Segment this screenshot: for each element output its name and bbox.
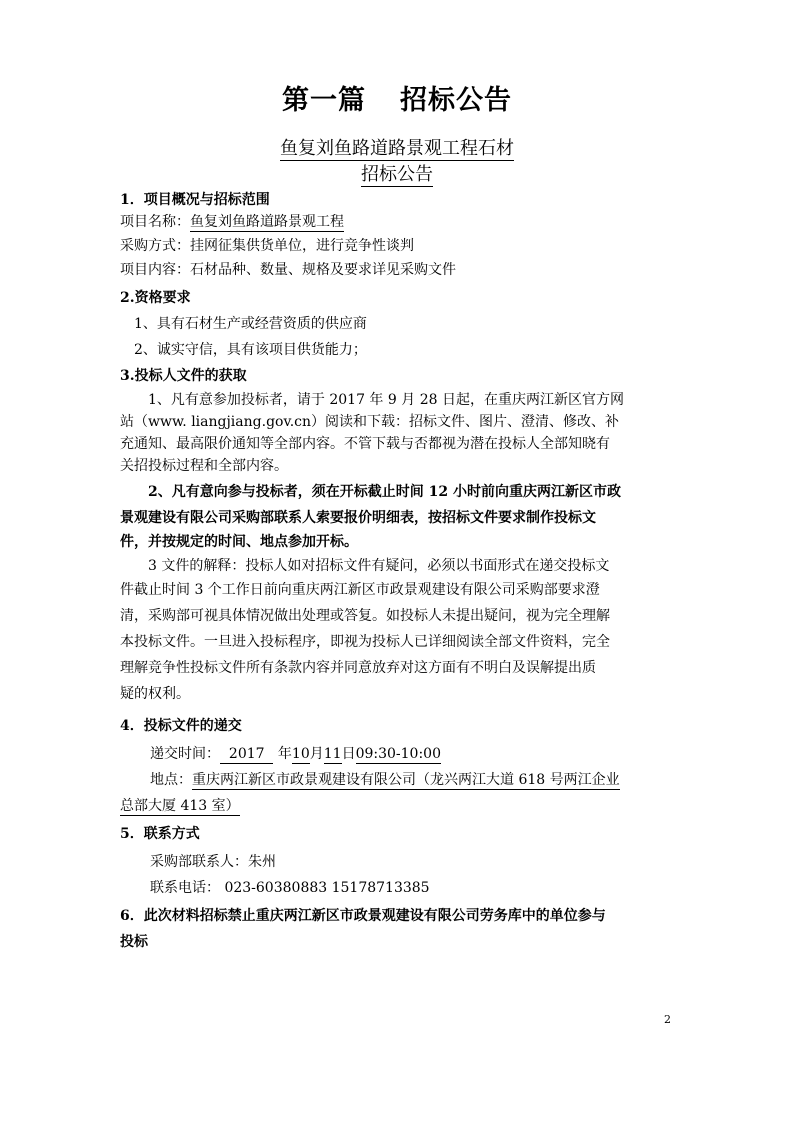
document-title — [0, 78, 794, 117]
qualification-item-1: 1、具有石材生产或经营资质的供应商 — [134, 316, 367, 332]
section-1-heading: 1．项目概况与招标范围 — [120, 192, 270, 208]
paragraph-3-1-line: 1、凡有意参加投标者，请于 2017 年 9 月 28 日起，在重庆两江新区官方网 — [148, 392, 624, 408]
section-6-line: 6．此次材料招标禁止重庆两江新区市政景观建设有限公司劳务库中的单位参与 — [120, 908, 606, 924]
paragraph-3-3-line: 疑的权利。 — [120, 686, 190, 702]
title-chapter: 第一篇 — [282, 85, 366, 116]
project-name-value: 鱼复刘鱼路道路景观工程 — [190, 214, 344, 230]
purchase-method: 采购方式：挂网征集供货单位，进行竞争性谈判 — [120, 238, 414, 254]
page-number: 2 — [664, 1013, 671, 1026]
paragraph-3-1-line: 站（www. liangjiang.gov.cn）阅读和下载：招标文件、图片、澄清、修改、补 — [120, 414, 620, 430]
paragraph-3-3-line: 理解竞争性投标文件所有条款内容并同意放弃对这方面有不明白及误解提出质 — [120, 660, 596, 676]
project-name-line: 项目名称：鱼复刘鱼路道路景观工程 — [120, 214, 344, 230]
subtitle-notice: 招标公告 — [361, 164, 433, 185]
paragraph-3-3-line: 3 文件的解释：投标人如对招标文件有疑问，必须以书面形式在递交投标文 — [148, 558, 610, 574]
submission-hours: 09:30-10:00 — [355, 746, 441, 762]
paragraph-3-1-line: 关招投标过程和全部内容。 — [120, 458, 288, 474]
paragraph-3-1-line: 充通知、最高限价通知等全部内容。不管下载与否都视为潜在投标人全部知晓有 — [120, 436, 610, 452]
contact-phone: 联系电话： 023-60380883 15178713385 — [150, 880, 430, 896]
submission-month: 10 — [291, 746, 310, 762]
paragraph-3-3-line: 件截止时间 3 个工作日前向重庆两江新区市政景观建设有限公司采购部要求澄 — [120, 582, 600, 598]
submission-day: 11 — [323, 746, 342, 762]
contact-person: 采购部联系人：朱州 — [150, 854, 276, 870]
paragraph-3-2-line: 2、凡有意向参与投标者，须在开标截止时间 12 小时前向重庆两江新区市政 — [148, 484, 621, 500]
section-3-heading: 3.投标人文件的获取 — [120, 368, 247, 384]
submission-place-cont: 总部大厦 413 室） — [120, 798, 240, 814]
submission-year: 2017 — [220, 746, 273, 764]
submission-place-value: 重庆两江新区市政景观建设有限公司（龙兴两江大道 618 号两江企业 — [192, 772, 620, 788]
paragraph-3-3-line: 本投标文件。一旦进入投标程序，即视为投标人已详细阅读全部文件资料，完全 — [120, 634, 610, 650]
submission-time: 递交时间： 2017 年10月11日09:30-10:00 — [150, 746, 441, 762]
submission-place: 地点：重庆两江新区市政景观建设有限公司（龙兴两江大道 618 号两江企业 — [150, 772, 620, 788]
subtitle-project: 鱼复刘鱼路道路景观工程石材 — [280, 138, 514, 159]
section-2-heading: 2.资格要求 — [120, 290, 191, 306]
section-4-heading: 4．投标文件的递交 — [120, 718, 242, 734]
paragraph-3-3-line: 清，采购部可视具体情况做出处理或答复。如投标人未提出疑问，视为完全理解 — [120, 608, 610, 624]
title-main: 招标公告 — [400, 85, 512, 116]
section-6-line: 投标 — [120, 934, 148, 950]
project-content: 项目内容：石材品种、数量、规格及要求详见采购文件 — [120, 262, 456, 278]
paragraph-3-2-line: 景观建设有限公司采购部联系人索要报价明细表，按招标文件要求制作投标文 — [120, 510, 596, 526]
qualification-item-2: 2、诚实守信，具有该项目供货能力； — [134, 342, 367, 358]
section-5-heading: 5．联系方式 — [120, 826, 200, 842]
paragraph-3-2-line: 件，并按规定的时间、地点参加开标。 — [120, 534, 358, 550]
